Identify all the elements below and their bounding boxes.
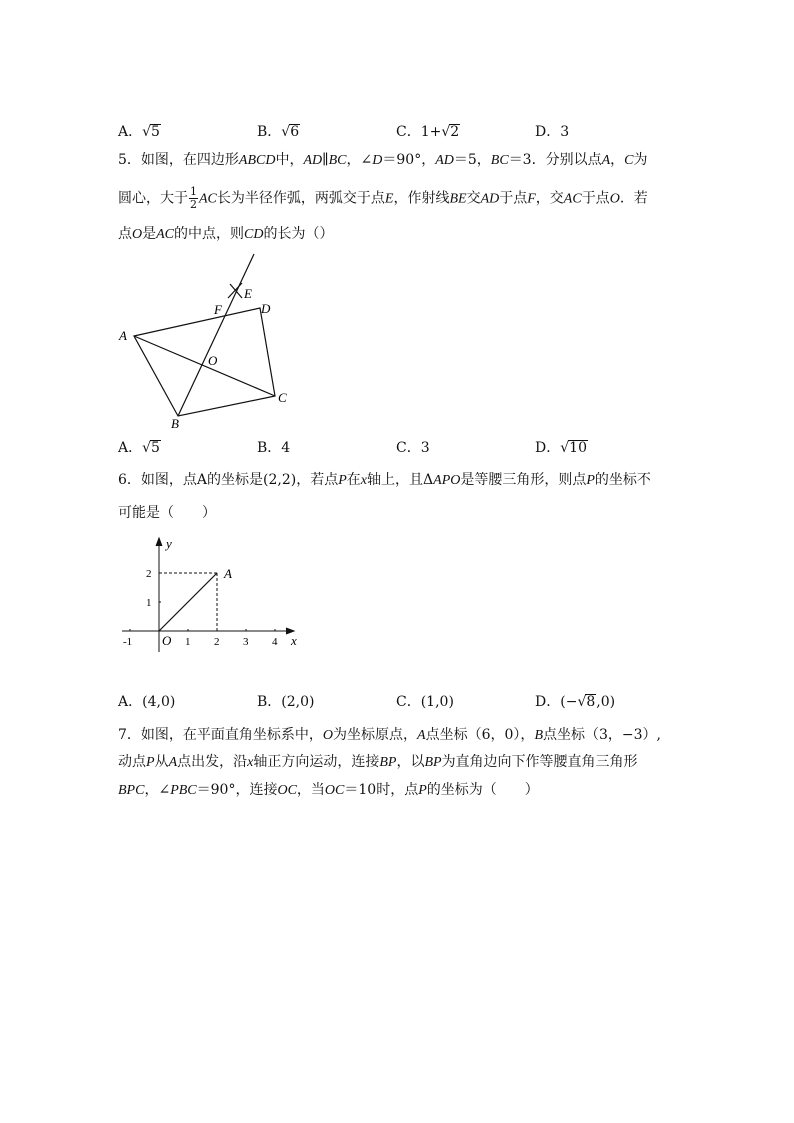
- origin-label: O: [162, 633, 172, 648]
- q4-option-a: A．√5: [118, 124, 160, 140]
- q6-option-c: C．(1,0): [396, 694, 454, 710]
- y-axis-arrow: [156, 538, 162, 546]
- y-tick-1: 1: [146, 597, 152, 609]
- label-d: D: [261, 301, 271, 316]
- q6-option-b: B．(2,0): [257, 694, 315, 710]
- q6-coordinate-figure: [110, 530, 310, 655]
- segment-oa: [159, 573, 217, 631]
- q4-option-c: C．1+√2: [396, 124, 460, 140]
- q7-line-2: 动点P从A点出发，沿x轴正方向运动，连接BP，以BP为直角边向下作等腰直角三角形: [118, 754, 638, 770]
- q5-quadrilateral-figure: [110, 250, 300, 435]
- q6-line-2: 可能是（ ）: [118, 505, 216, 521]
- q5-option-c: C．3: [396, 440, 430, 456]
- q7-line-1: 7．如图，在平面直角坐标系中，O为坐标原点，A点坐标（6，0），B点坐标（3，−3）,: [118, 727, 661, 743]
- q5-line-1: 5．如图，在四边形ABCD中，AD∥BC，∠D＝90°，AD＝5，BC＝3．分别以点A，C为: [118, 152, 648, 168]
- q5-line-2: 圆心，大于 $\frac{1}{2}$ AC长为半径作弧，两弧交于点E，作射线BE交AD于点F，交AC于点O．若: [118, 185, 648, 211]
- quad-abcd: [134, 308, 275, 416]
- q5-line-3: 点O是AC的中点，则CD的长为（）: [118, 226, 334, 242]
- label-a: A: [119, 328, 127, 343]
- q7-line-3: BPC，∠PBC＝90°，连接OC，当OC＝10时，点P的坐标为（ ）: [118, 782, 539, 798]
- q4-option-d: D．3: [535, 124, 570, 140]
- q6-option-d: D．(−√8,0): [535, 694, 616, 710]
- q5-option-a: A．√5: [118, 440, 160, 456]
- label-e: E: [244, 286, 252, 301]
- x-tick-2: 2: [214, 636, 220, 648]
- x-axis-label: x: [291, 633, 297, 648]
- arc-mark-1: [230, 284, 242, 298]
- q5-option-b: B．4: [257, 440, 291, 456]
- ray-be: [178, 254, 254, 416]
- x-tick-neg1: -1: [123, 636, 133, 648]
- q6-line-1: 6．如图，点A的坐标是(2,2)，若点P在x轴上，且ΔAPO是等腰三角形，则点P的坐标不: [118, 472, 651, 488]
- q5-option-d: D．√10: [535, 440, 587, 456]
- y-axis-label: y: [166, 536, 172, 551]
- q4-option-b: B．√6: [257, 124, 300, 140]
- label-c: C: [278, 390, 287, 405]
- x-tick-3: 3: [243, 636, 249, 648]
- label-b: B: [171, 416, 179, 431]
- q6-option-a: A．(4,0): [118, 694, 176, 710]
- x-tick-1: 1: [185, 636, 191, 648]
- y-tick-2: 2: [146, 568, 152, 580]
- x-tick-4: 4: [272, 636, 278, 648]
- point-a-label: A: [224, 566, 232, 581]
- diagonal-ac: [134, 336, 275, 396]
- label-o: O: [208, 353, 218, 368]
- label-f: F: [214, 302, 222, 317]
- half-fraction: $\frac{1}{2}$: [190, 185, 197, 211]
